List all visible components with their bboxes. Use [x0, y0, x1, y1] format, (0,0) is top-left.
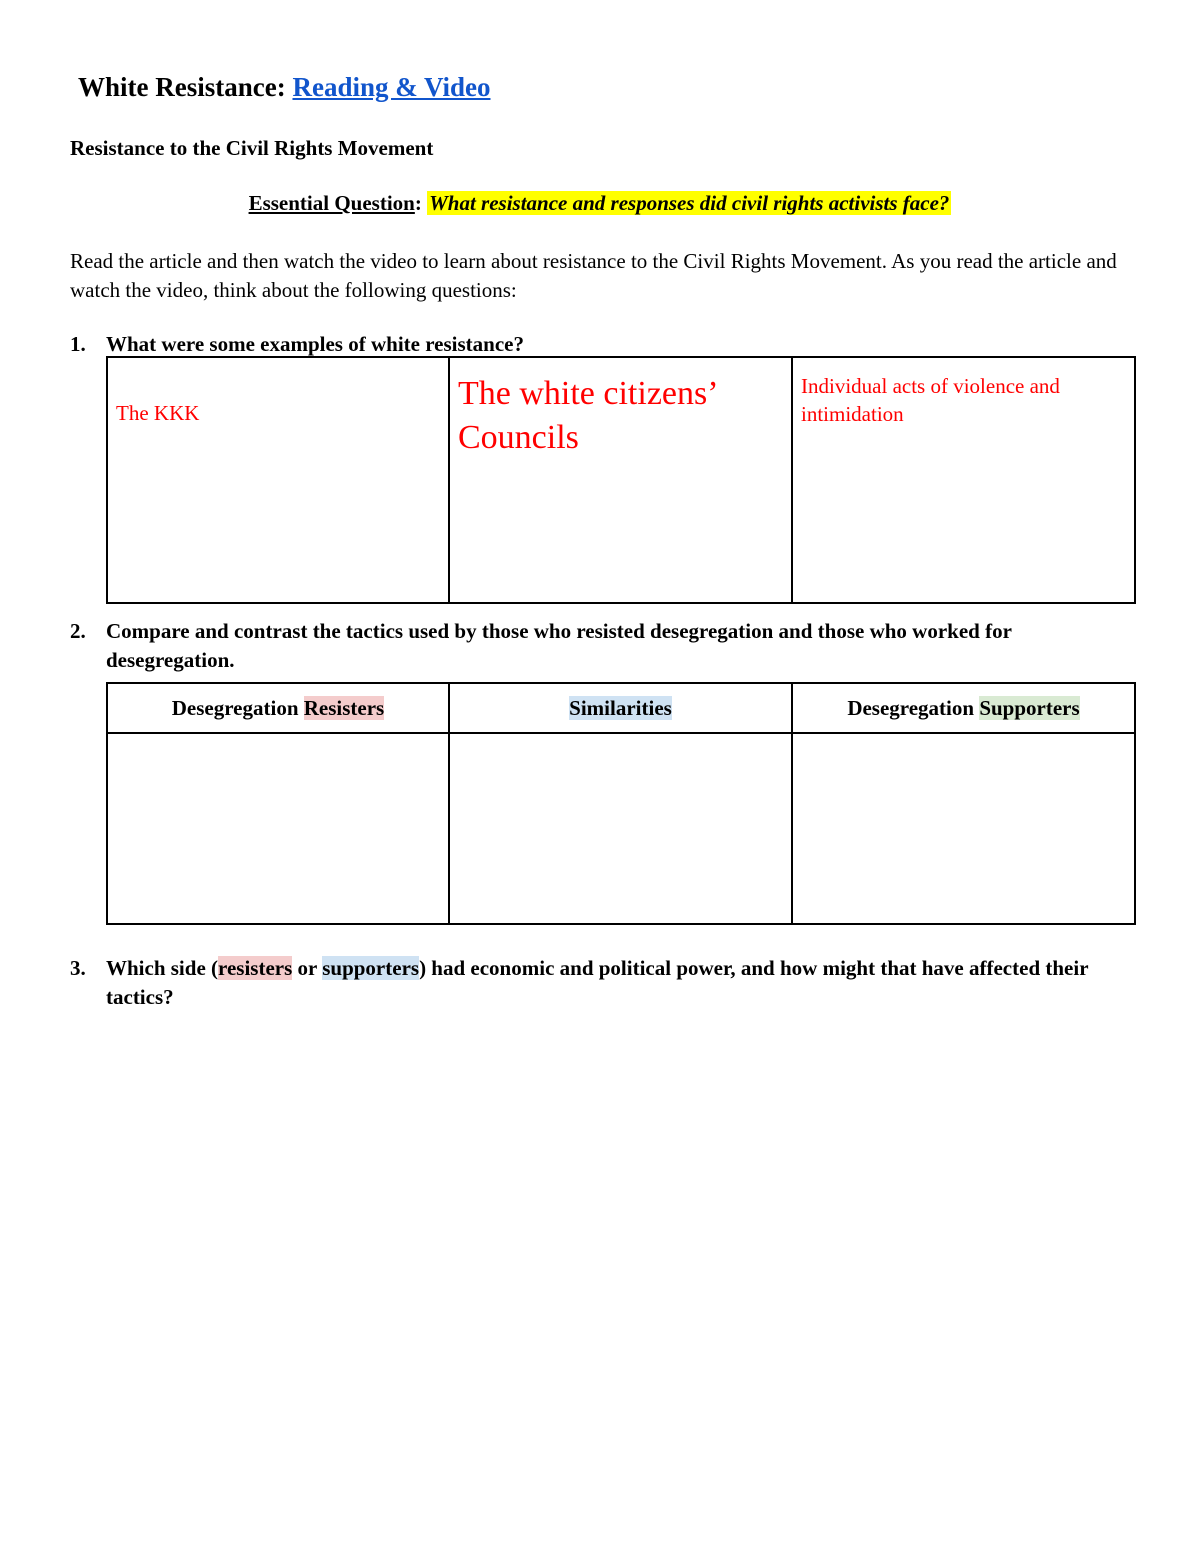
supporters-highlight: Supporters: [979, 695, 1080, 720]
question-number: 3.: [70, 956, 86, 980]
essential-question-label: Essential Question: [248, 191, 415, 215]
header-prefix: Desegregation: [171, 695, 304, 720]
answer-kkk: The KKK: [116, 401, 200, 425]
supporters-highlight: supporters: [322, 956, 420, 980]
essential-question-text: What resistance and responses did civil rights activists face?: [429, 191, 950, 215]
essential-question: [0, 191, 1200, 216]
similarities-answer-cell[interactable]: [449, 733, 792, 924]
subtitle: Resistance to the Civil Rights Movement: [70, 136, 434, 160]
answer-cell-3[interactable]: [792, 357, 1135, 603]
question-number: 1.: [70, 332, 86, 356]
question-number: 2.: [70, 619, 86, 643]
resisters-highlight: Resisters: [303, 695, 385, 720]
question-text: [106, 954, 1132, 1012]
header-resisters: [107, 683, 449, 733]
white-resistance-examples-table: [106, 356, 1136, 604]
question-1: [70, 330, 1132, 359]
intro-paragraph: Read the article and then watch the video to learn about resistance to the Civil Rights Movement. As you read the article and watch the video, think about the following questions:: [70, 249, 1117, 302]
resisters-answer-cell[interactable]: [107, 733, 449, 924]
answer-individual-acts: Individual acts of violence and intimidation: [801, 374, 1060, 426]
question-2: [70, 617, 1132, 675]
compare-contrast-table: [106, 682, 1136, 925]
title-prefix: White Resistance:: [78, 72, 293, 102]
header-prefix: Desegregation: [847, 695, 980, 720]
resisters-highlight: resisters: [218, 956, 293, 980]
question-3: [70, 954, 1132, 1012]
essential-question-colon: :: [414, 191, 422, 215]
header-similarities: [449, 683, 792, 733]
answer-white-citizens-councils: The white citizens’ Councils: [458, 375, 717, 456]
page-title: [78, 72, 491, 103]
reading-video-link[interactable]: Reading & Video: [292, 72, 491, 102]
question-text: Compare and contrast the tactics used by those who resisted desegregation and those who worked for desegregation.: [106, 619, 1012, 672]
q3-part2: ) had economic and political power, and how might that have affected their tactics?: [106, 956, 1089, 1009]
similarities-highlight: Similarities: [569, 695, 672, 720]
answer-cell-1[interactable]: [107, 357, 449, 603]
question-text: What were some examples of white resistance?: [106, 332, 524, 356]
q3-or: or: [292, 956, 323, 980]
header-supporters: [792, 683, 1135, 733]
supporters-answer-cell[interactable]: [792, 733, 1135, 924]
answer-cell-2[interactable]: [449, 357, 792, 603]
q3-part1: Which side (: [106, 956, 219, 980]
